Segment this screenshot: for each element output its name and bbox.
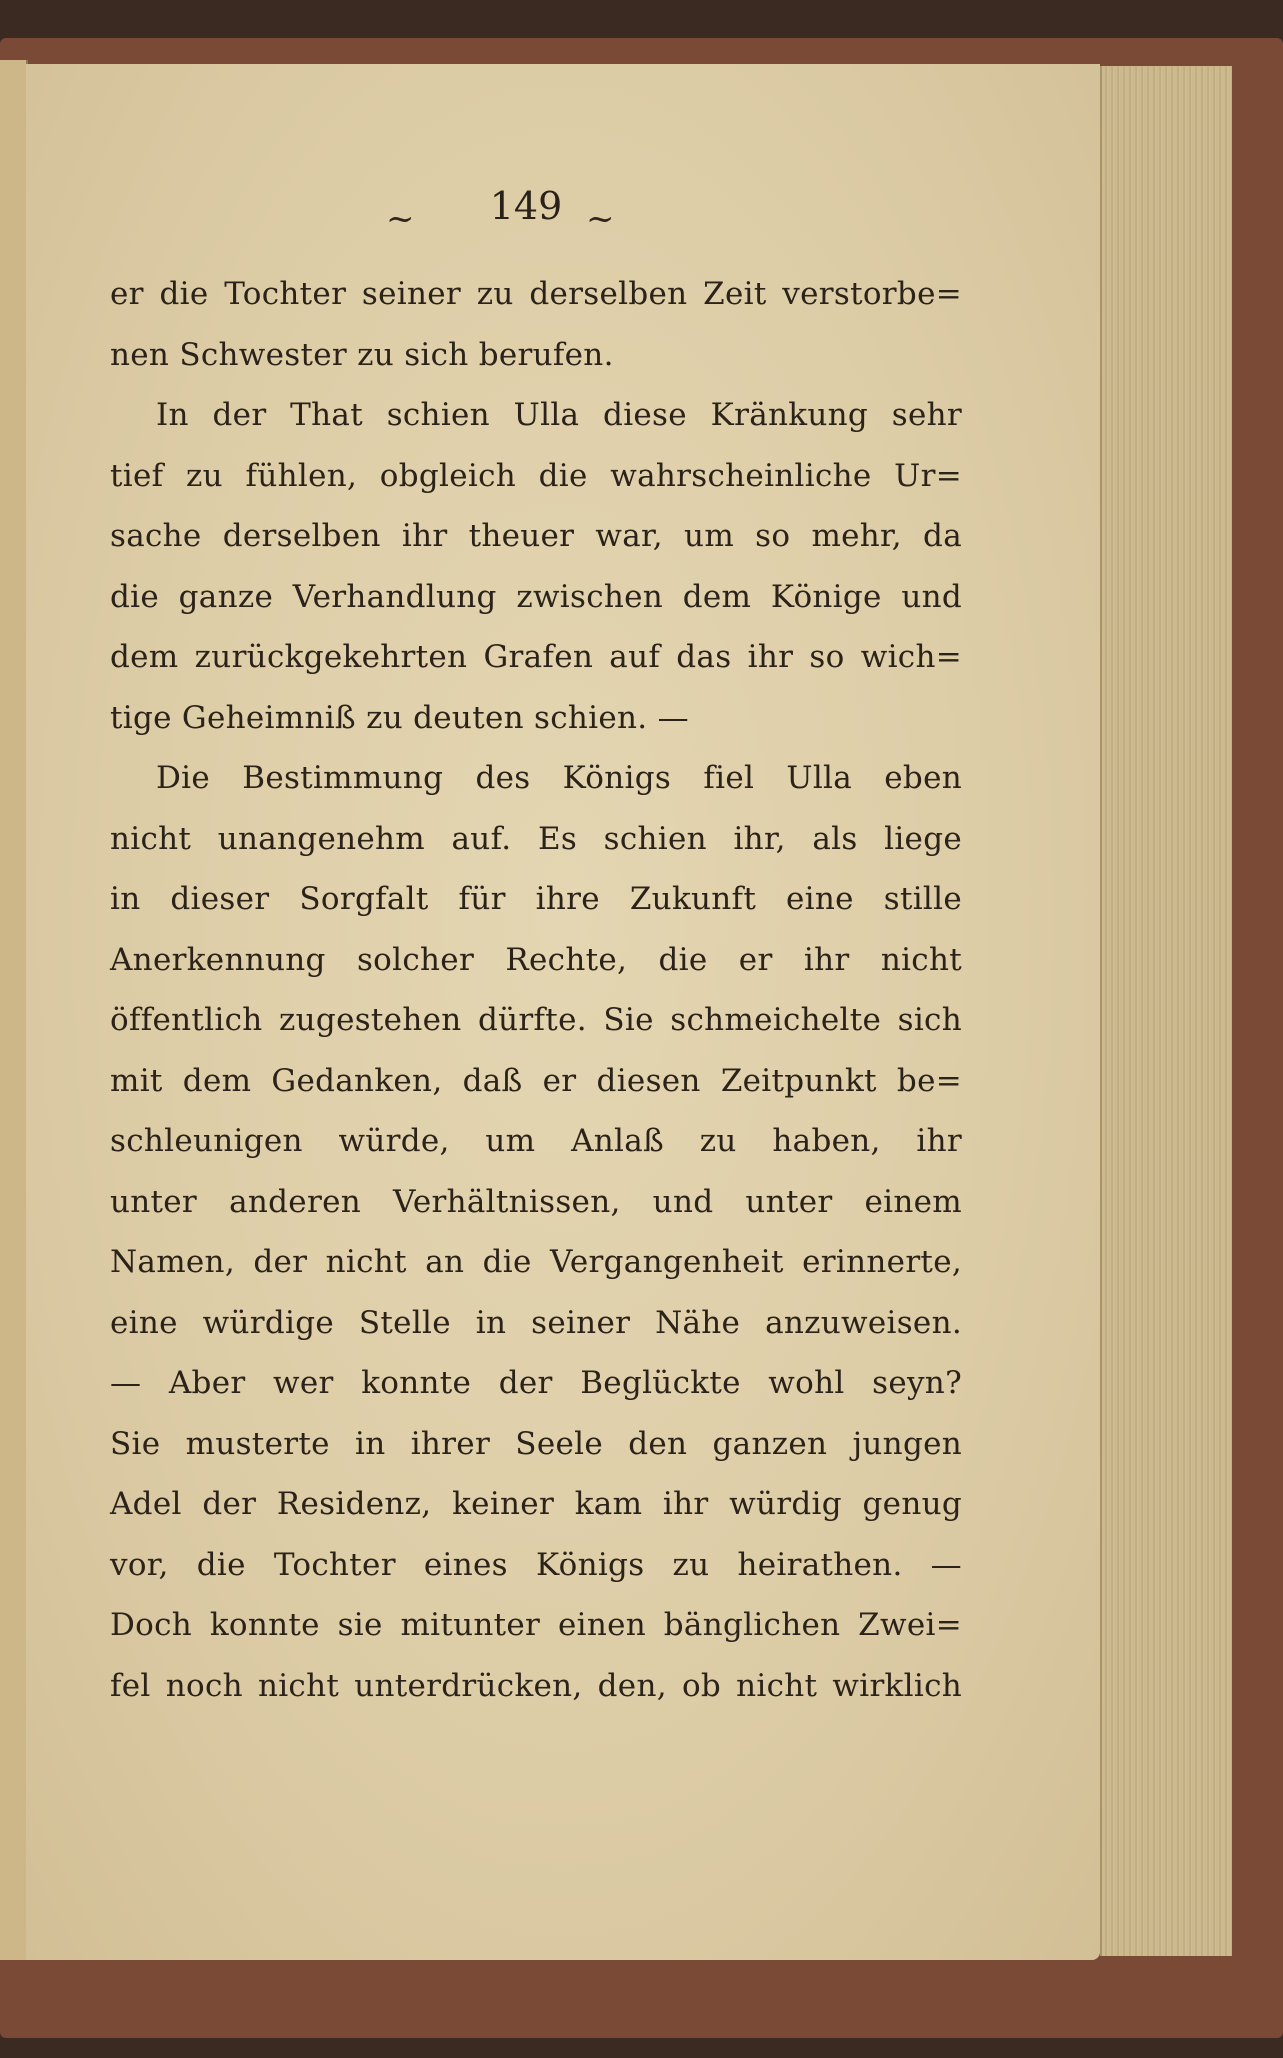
text-line: mit dem Gedanken, daß er diesen Zeitpunkt be= <box>110 1062 962 1099</box>
text-line: Die Bestimmung des Königs fiel Ulla eben <box>156 760 962 796</box>
text-line: In der That schien Ulla diese Kränkung sehr <box>156 397 962 433</box>
text-line: tige Geheimniß zu deuten schien. — <box>110 699 689 736</box>
text-line: er die Tochter seiner zu derselben Zeit verstorbe= <box>110 276 962 312</box>
text-line: dem zurückgekehrten Grafen auf das ihr so wich= <box>110 639 962 675</box>
text-line: öffentlich zugestehen dürfte. Sie schmeichelte sich <box>110 1002 962 1038</box>
text-line: Adel der Residenz, keiner kam ihr würdig genug <box>110 1486 962 1522</box>
page-body-text <box>110 264 962 1716</box>
page-header <box>26 174 1100 239</box>
text-line: in dieser Sorgfalt für ihre Zukunft eine stille <box>110 881 962 917</box>
text-line: — Aber wer konnte der Beglückte wohl seyn? <box>110 1365 962 1401</box>
text-line: Sie musterte in ihrer Seele den ganzen jungen <box>110 1425 962 1462</box>
page-edges <box>1100 66 1232 1956</box>
text-line: die ganze Verhandlung zwischen dem Könige und <box>110 578 962 615</box>
text-line: Namen, der nicht an die Vergangenheit erinnerte, <box>110 1244 962 1280</box>
ornament-left-icon: ~ <box>386 199 415 239</box>
text-line: tief zu fühlen, obgleich die wahrscheinliche Ur= <box>110 457 962 494</box>
text-line: nicht unangenehm auf. Es schien ihr, als liege <box>110 820 962 857</box>
previous-page-edge <box>0 60 28 1960</box>
book-page <box>26 64 1100 1960</box>
text-line: Anerkennung solcher Rechte, die er ihr nicht <box>110 941 962 978</box>
text-line: unter anderen Verhältnissen, und unter einem <box>110 1183 962 1220</box>
ornament-right-icon: ~ <box>586 199 615 239</box>
text-line: eine würdige Stelle in seiner Nähe anzuweisen. <box>110 1304 962 1341</box>
text-line: Doch konnte sie mitunter einen bänglichen Zwei= <box>110 1607 962 1643</box>
text-line: sache derselben ihr theuer war, um so mehr, da <box>110 518 962 554</box>
page-number: 149 <box>489 184 563 228</box>
text-line: vor, die Tochter eines Königs zu heirathen. — <box>110 1546 962 1583</box>
text-line: schleunigen würde, um Anlaß zu haben, ihr <box>110 1123 962 1159</box>
text-line: nen Schwester zu sich berufen. <box>110 336 614 373</box>
text-line: fel noch nicht unterdrücken, den, ob nicht wirklich <box>110 1667 962 1704</box>
